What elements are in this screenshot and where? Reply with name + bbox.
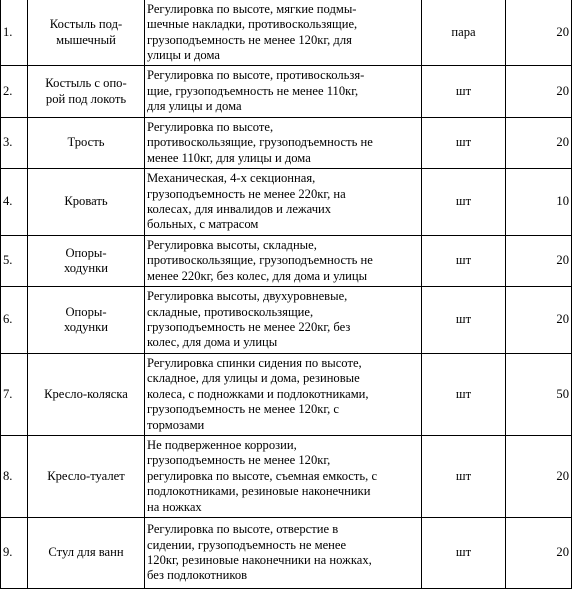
table-row xyxy=(1,236,572,287)
item-quantity: 20 xyxy=(506,287,572,354)
item-quantity: 20 xyxy=(506,518,572,589)
item-quantity: 20 xyxy=(506,118,572,169)
row-number: 5. xyxy=(1,236,28,287)
row-number: 1. xyxy=(1,0,28,66)
item-unit: шт xyxy=(422,436,506,518)
item-description xyxy=(145,354,422,436)
item-unit: шт xyxy=(422,354,506,436)
item-unit: шт xyxy=(422,118,506,169)
item-description-text: Регулировка по высоте, отверстие в сидении, грузоподъемность не менее 120кг, резиновые наконечники на ножках, без подлокотников xyxy=(147,522,419,584)
item-name xyxy=(28,287,145,354)
item-description xyxy=(145,236,422,287)
item-name-text: Опоры- ходунки xyxy=(30,305,142,336)
item-description xyxy=(145,436,422,518)
item-name-text: Кровать xyxy=(30,194,142,209)
item-description-text: Механическая, 4-х секционная, грузоподъемность не менее 220кг, на колесах, для инвалидов и лежачих больных, с матрасом xyxy=(147,171,419,233)
item-description-text: Регулировка спинки сидения по высоте, складное, для улицы и дома, резиновые колеса, с подножками и подлокотниками, грузоподъемность не менее 120кг, с тормозами xyxy=(147,356,419,433)
item-name xyxy=(28,436,145,518)
item-name-text: Опоры- ходунки xyxy=(30,246,142,277)
item-name xyxy=(28,518,145,589)
table-row xyxy=(1,169,572,236)
item-description-text: Регулировка высоты, складные, противоскользящие, грузоподъемность не менее 220кг, без колес, для дома и улицы xyxy=(147,238,419,284)
row-number: 3. xyxy=(1,118,28,169)
item-quantity: 50 xyxy=(506,354,572,436)
table-row xyxy=(1,0,572,66)
item-quantity: 20 xyxy=(506,66,572,118)
item-name-text: Трость xyxy=(30,135,142,150)
table-row xyxy=(1,436,572,518)
item-description xyxy=(145,118,422,169)
item-quantity: 20 xyxy=(506,0,572,66)
item-name-text: Кресло-туалет xyxy=(30,469,142,484)
row-number: 7. xyxy=(1,354,28,436)
item-description xyxy=(145,0,422,66)
table-row xyxy=(1,66,572,118)
item-description xyxy=(145,287,422,354)
item-name xyxy=(28,236,145,287)
table-row xyxy=(1,354,572,436)
item-name-text: Костыль с опо- рой под локоть xyxy=(30,76,142,107)
row-number: 9. xyxy=(1,518,28,589)
row-number: 6. xyxy=(1,287,28,354)
item-name xyxy=(28,169,145,236)
table-row xyxy=(1,518,572,589)
item-description-text: Регулировка по высоте, мягкие подмы- шечные накладки, противоскользящие, грузоподъемность не менее 120кг, для улицы и дома xyxy=(147,2,419,64)
item-description xyxy=(145,169,422,236)
item-description-text: Регулировка по высоте, противоскользящие, грузоподъемность не менее 110кг, для улицы и дома xyxy=(147,120,419,166)
item-name xyxy=(28,0,145,66)
item-unit: шт xyxy=(422,518,506,589)
item-description-text: Регулировка по высоте, противоскользя- щие, грузоподъемность не менее 110кг, для улицы и дома xyxy=(147,68,419,114)
table-row xyxy=(1,287,572,354)
item-name xyxy=(28,66,145,118)
item-name xyxy=(28,118,145,169)
row-number: 8. xyxy=(1,436,28,518)
item-name-text: Стул для ванн xyxy=(30,545,142,560)
item-name xyxy=(28,354,145,436)
item-description-text: Регулировка высоты, двухуровневые, складные, противоскользящие, грузоподъемность не менее 220кг, без колес, для дома и улицы xyxy=(147,289,419,351)
item-quantity: 20 xyxy=(506,236,572,287)
item-unit: пара xyxy=(422,0,506,66)
item-quantity: 20 xyxy=(506,436,572,518)
row-number: 2. xyxy=(1,66,28,118)
item-description-text: Не подверженное коррозии, грузоподъемность не менее 120кг, регулировка по высоте, съемная емкость, с подлокотниками, резиновые наконечники на ножках xyxy=(147,438,419,515)
item-description xyxy=(145,66,422,118)
item-name-text: Костыль под- мышечный xyxy=(30,17,142,48)
item-unit: шт xyxy=(422,66,506,118)
item-name-text: Кресло-коляска xyxy=(30,387,142,402)
item-unit: шт xyxy=(422,169,506,236)
item-unit: шт xyxy=(422,287,506,354)
item-unit: шт xyxy=(422,236,506,287)
row-number: 4. xyxy=(1,169,28,236)
item-quantity: 10 xyxy=(506,169,572,236)
table-row xyxy=(1,118,572,169)
item-description xyxy=(145,518,422,589)
